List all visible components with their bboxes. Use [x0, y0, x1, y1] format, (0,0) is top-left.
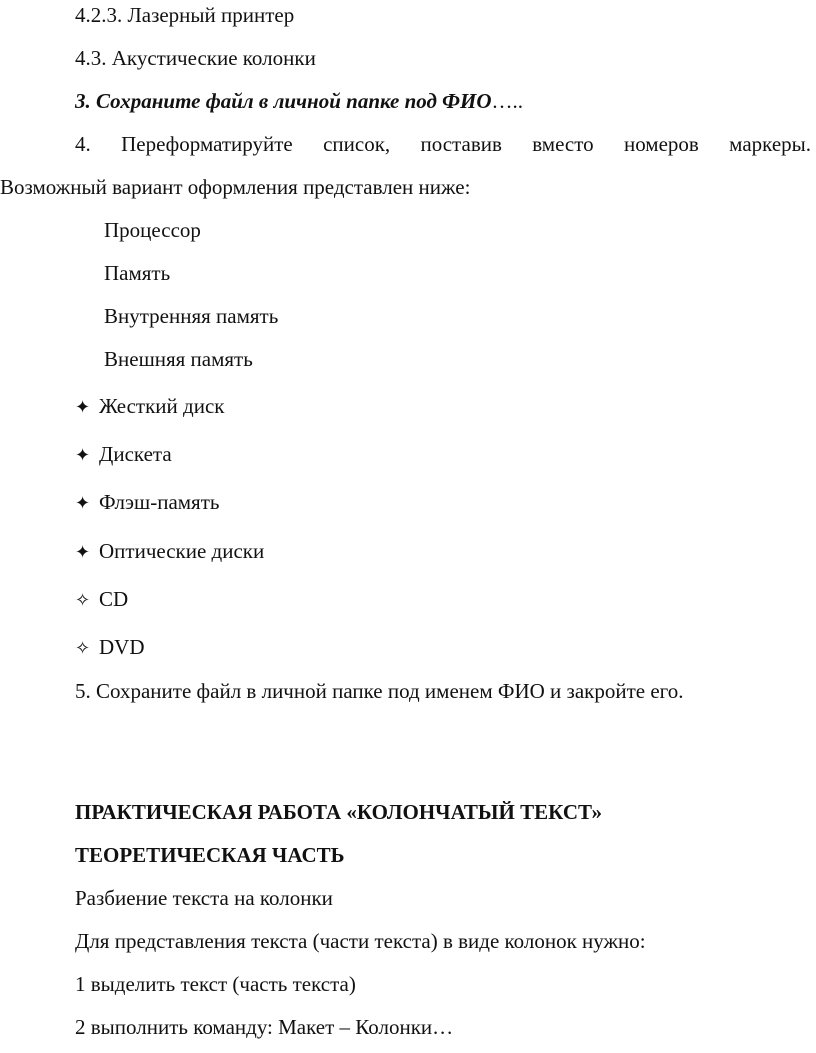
- four-point-star-icon: ✦: [75, 397, 91, 418]
- four-point-star-outline-icon: ✧: [75, 590, 91, 611]
- four-point-star-icon: ✦: [75, 445, 91, 466]
- bullet-item-hard-disk: [75, 396, 224, 417]
- four-point-star-icon: ✦: [75, 542, 91, 563]
- sub-bullet-item-dvd: [75, 637, 145, 658]
- text-line-column-split: Разбиение текста на колонки: [75, 886, 333, 910]
- text-line-reformat-instruction: 4. Переформатируйте список, поставив вместо номеров маркеры.: [75, 132, 811, 156]
- bullet-item-label: Жесткий диск: [99, 394, 225, 418]
- text-line-variant-intro: Возможный вариант оформления представлен ниже:: [0, 175, 471, 199]
- four-point-star-icon: ✦: [75, 493, 91, 514]
- bullet-item-optical: [75, 541, 264, 562]
- bullet-item-flash: [75, 492, 219, 513]
- heading-practical-work: ПРАКТИЧЕСКАЯ РАБОТА «КОЛОНЧАТЫЙ ТЕКСТ»: [75, 800, 602, 824]
- text-line-run-command: 2 выполнить команду: Макет – Колонки…: [75, 1015, 454, 1039]
- text-line-save-instruction: [75, 91, 523, 112]
- save-instruction-bold: 3. Сохраните файл в личной папке под ФИО: [75, 89, 492, 113]
- bullet-item-floppy: [75, 444, 172, 465]
- text-line-laser-printer: 4.2.3. Лазерный принтер: [75, 3, 295, 27]
- bullet-item-label: Флэш-память: [99, 490, 220, 514]
- list-item-processor: Процессор: [104, 218, 201, 242]
- text-line-columns-howto: Для представления текста (части текста) в виде колонок нужно:: [75, 929, 646, 953]
- text-line-speakers: 4.3. Акустические колонки: [75, 46, 316, 70]
- text-line-select-text: 1 выделить текст (часть текста): [75, 972, 356, 996]
- sub-bullet-item-label: DVD: [99, 635, 145, 659]
- bullet-item-label: Оптические диски: [99, 539, 265, 563]
- four-point-star-outline-icon: ✧: [75, 638, 91, 659]
- sub-bullet-item-cd: [75, 589, 128, 610]
- list-item-internal-memory: Внутренняя память: [104, 304, 279, 328]
- bullet-item-label: Дискета: [99, 442, 172, 466]
- save-instruction-ellipsis: …..: [491, 89, 524, 113]
- text-line-step5: 5. Сохраните файл в личной папке под именем ФИО и закройте его.: [75, 679, 684, 703]
- sub-bullet-item-label: CD: [99, 587, 129, 611]
- list-item-external-memory: Внешняя память: [104, 347, 253, 371]
- list-item-memory: Память: [104, 261, 171, 285]
- heading-theory: ТЕОРЕТИЧЕСКАЯ ЧАСТЬ: [75, 843, 345, 867]
